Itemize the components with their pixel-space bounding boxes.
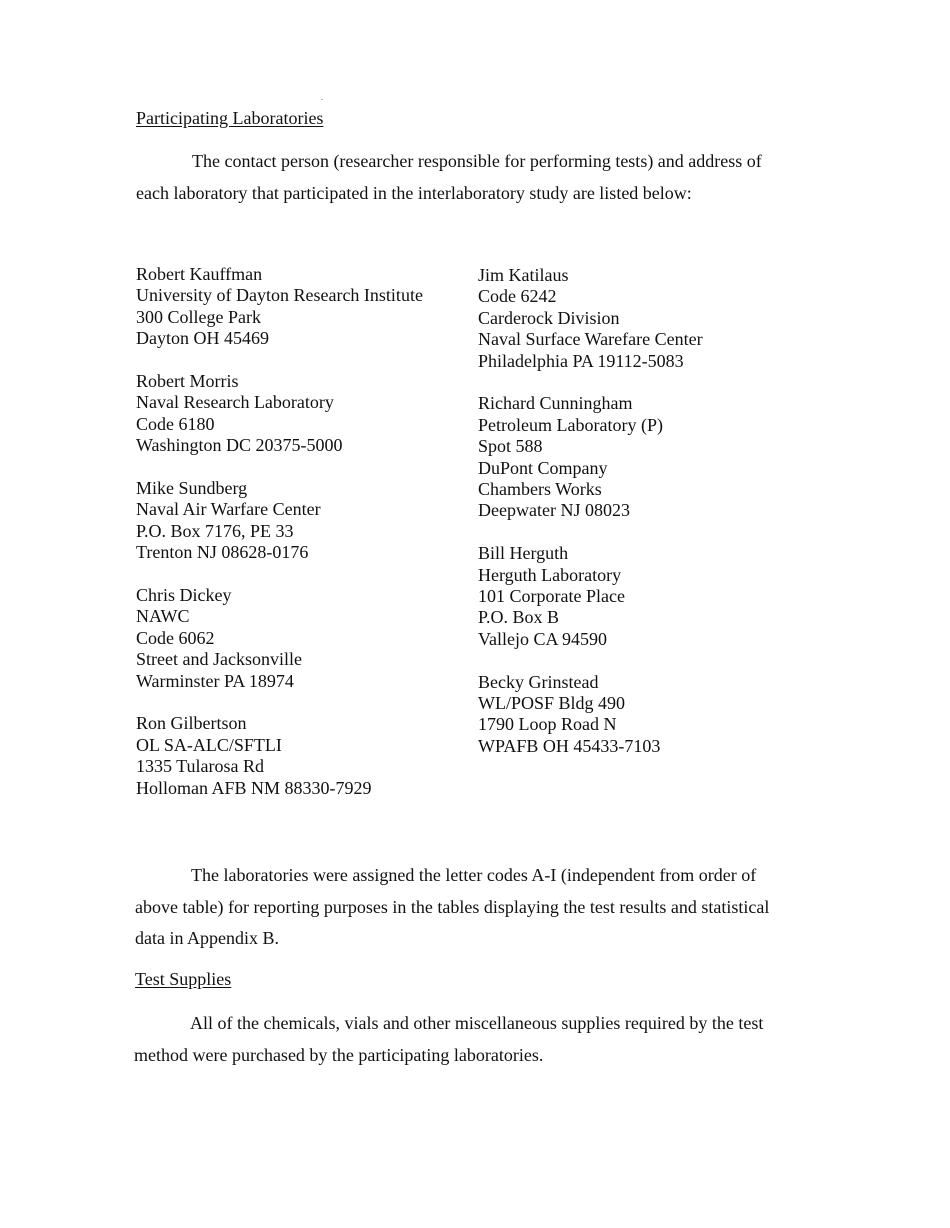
contact-name: Chris Dickey	[136, 585, 232, 606]
address-line: Warminster PA 18974	[136, 670, 294, 691]
address-line: 1335 Tularosa Rd	[136, 756, 265, 777]
address-line: Naval Research Laboratory	[136, 392, 334, 413]
address-line: Naval Air Warfare Center	[136, 499, 321, 520]
address-line: Street and Jacksonville	[136, 649, 302, 670]
labs-left-column	[136, 264, 423, 820]
lab-entry	[136, 585, 423, 692]
address-line: Spot 588	[478, 436, 543, 457]
address-line: Vallejo CA 94590	[478, 628, 607, 649]
contact-name: Robert Morris	[136, 371, 239, 392]
address-line: P.O. Box B	[478, 607, 560, 628]
lab-entry	[478, 393, 703, 521]
codes-line-2: above table) for reporting purposes in the tables displaying the test results and statistical	[135, 896, 770, 917]
letter-codes-paragraph	[135, 860, 769, 955]
address-line: Code 6242	[478, 286, 557, 307]
intro-paragraph	[136, 146, 762, 209]
contact-name: Robert Kauffman	[136, 264, 263, 284]
address-line: 101 Corporate Place	[478, 586, 625, 607]
labs-right-column	[478, 265, 703, 779]
contact-name: Jim Katilaus	[478, 265, 569, 285]
address-line: Trenton NJ 08628-0176	[136, 542, 309, 563]
address-line: Chambers Works	[478, 479, 602, 500]
address-line: WL/POSF Bldg 490	[478, 693, 626, 714]
test-supplies-heading: Test Supplies	[135, 969, 232, 989]
lab-entry	[478, 265, 703, 372]
lab-entry	[478, 543, 703, 650]
address-line: NAWC	[136, 606, 190, 627]
contact-name: Ron Gilbertson	[136, 713, 247, 734]
address-line: P.O. Box 7176, PE 33	[136, 520, 294, 541]
address-line: Code 6180	[136, 413, 215, 434]
codes-line-3: data in Appendix B.	[135, 928, 279, 948]
address-line: Philadelphia PA 19112-5083	[478, 350, 684, 371]
supplies-line-2: method were purchased by the participating laboratories.	[134, 1044, 544, 1065]
address-line: Carderock Division	[478, 307, 620, 328]
codes-line-1: The laboratories were assigned the letter codes A-I (independent from order of	[191, 865, 757, 885]
address-line: Dayton OH 45469	[136, 328, 269, 349]
intro-line-1: The contact person (researcher responsible for performing tests) and address of	[192, 151, 762, 171]
contact-name: Bill Herguth	[478, 543, 569, 564]
address-line: 300 College Park	[136, 306, 261, 327]
address-line: University of Dayton Research Institute	[136, 285, 423, 306]
contact-name: Mike Sundberg	[136, 478, 248, 499]
address-line: Holloman AFB NM 88330-7929	[136, 777, 372, 798]
lab-entry	[136, 713, 423, 799]
address-line: Deepwater NJ 08023	[478, 500, 630, 521]
intro-line-2: each laboratory that participated in the interlaboratory study are listed below:	[136, 182, 692, 203]
lab-entry	[136, 478, 423, 564]
lab-entry	[136, 264, 423, 350]
address-line: WPAFB OH 45433-7103	[478, 735, 661, 756]
address-line: Washington DC 20375-5000	[136, 435, 343, 456]
contact-name: Richard Cunningham	[478, 393, 633, 414]
contact-name: Becky Grinstead	[478, 671, 599, 692]
address-line: DuPont Company	[478, 457, 608, 478]
supplies-line-1: All of the chemicals, vials and other miscellaneous supplies required by the test	[190, 1013, 764, 1033]
address-line: 1790 Loop Road N	[478, 714, 617, 735]
address-line: Naval Surface Warefare Center	[478, 329, 703, 350]
supplies-paragraph	[134, 1008, 763, 1071]
address-line: OL SA-ALC/SFTLI	[136, 734, 282, 755]
lab-entry	[478, 672, 703, 758]
scan-speck	[321, 99, 323, 100]
address-line: Petroleum Laboratory (P)	[478, 414, 663, 435]
address-line: Code 6062	[136, 627, 215, 648]
address-line: Herguth Laboratory	[478, 564, 622, 585]
lab-entry	[136, 371, 423, 457]
participating-laboratories-heading: Participating Laboratories	[136, 108, 324, 128]
